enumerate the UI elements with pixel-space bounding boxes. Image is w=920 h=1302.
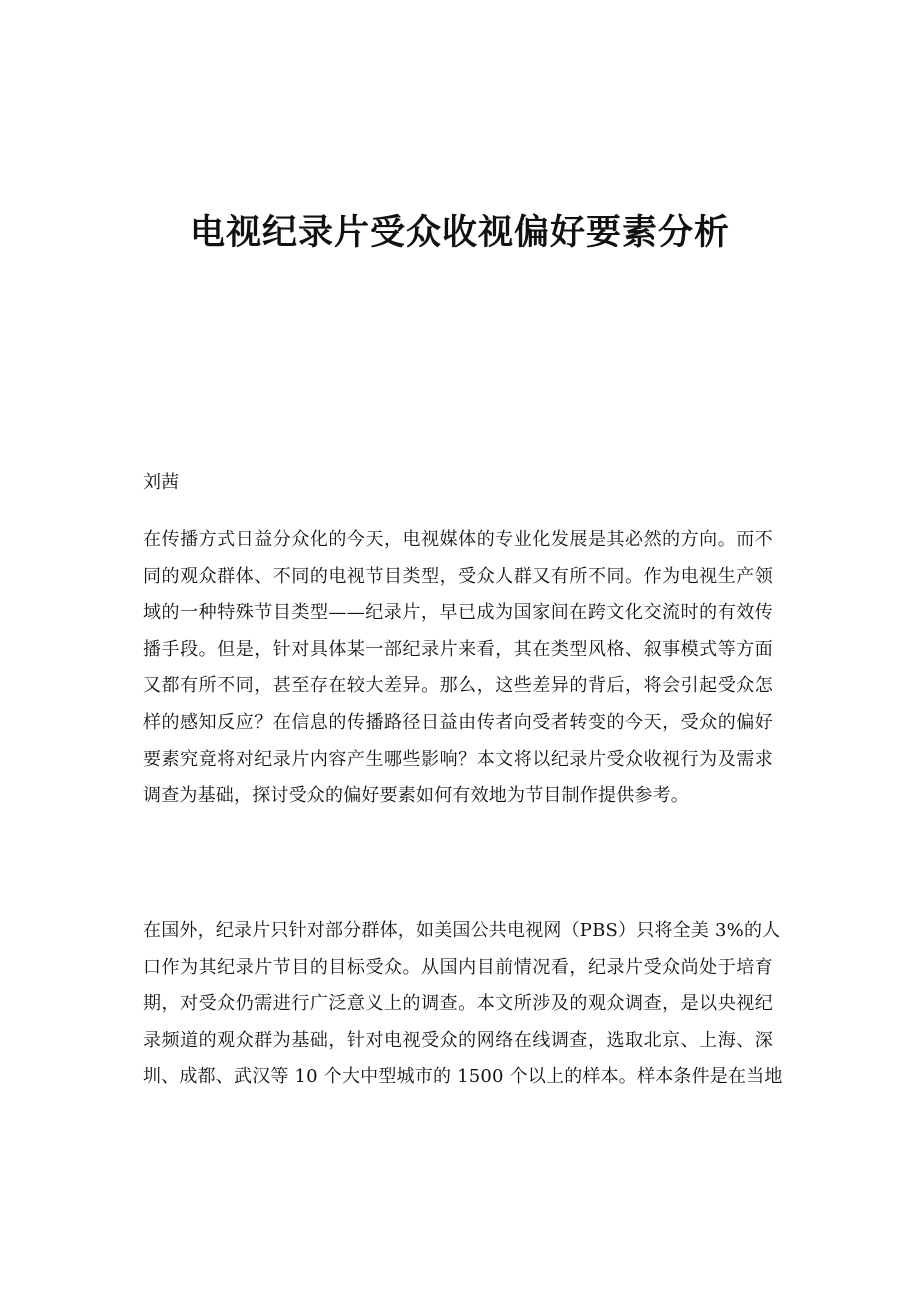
- paragraph-line: 样的感知反应？在信息的传播路径日益由传者向受者转变的今天，受众的偏好: [143, 711, 773, 733]
- paragraph-line: 期，对受众仍需进行广泛意义上的调查。本文所涉及的观众调查，是以央视纪: [143, 993, 773, 1015]
- paragraph-line: 在传播方式日益分众化的今天，电视媒体的专业化发展是其必然的方向。而不: [143, 529, 773, 550]
- paragraph-line: 调查为基础，探讨受众的偏好要素如何有效地为节目制作提供参考。: [143, 785, 689, 807]
- paragraph-line: 圳、成都、武汉等 10 个大中型城市的 1500 个以上的样本。样本条件是在当地: [143, 1066, 783, 1088]
- paragraph-line: 播手段。但是，针对具体某一部纪录片来看，其在类型风格、叙事模式等方面: [143, 638, 773, 660]
- author-name: 刘茜: [143, 472, 179, 493]
- paragraph-1: [143, 522, 773, 815]
- paragraph-line: 域的一种特殊节目类型——纪录片，早已成为国家间在跨文化交流时的有效传: [143, 602, 773, 624]
- paragraph-line: 口作为其纪录片节目的目标受众。从国内目前情况看，纪录片受众尚处于培育: [143, 956, 773, 978]
- paragraph-line: 录频道的观众群为基础，针对电视受众的网络在线调查，选取北京、上海、深: [143, 1029, 773, 1051]
- paragraph-line: 在国外，纪录片只针对部分群体，如美国公共电视网（PBS）只将全美 3%的人: [143, 920, 781, 941]
- paragraph-line: 同的观众群体、不同的电视节目类型，受众人群又有所不同。作为电视生产领: [143, 565, 773, 587]
- document-title: 电视纪录片受众收视偏好要素分析: [189, 212, 730, 253]
- paragraph-2: [143, 913, 783, 1096]
- paragraph-line: 又都有所不同，甚至存在较大差异。那么，这些差异的背后，将会引起受众怎: [143, 675, 773, 697]
- paragraph-line: 要素究竟将对纪录片内容产生哪些影响？本文将以纪录片受众收视行为及需求: [143, 748, 773, 770]
